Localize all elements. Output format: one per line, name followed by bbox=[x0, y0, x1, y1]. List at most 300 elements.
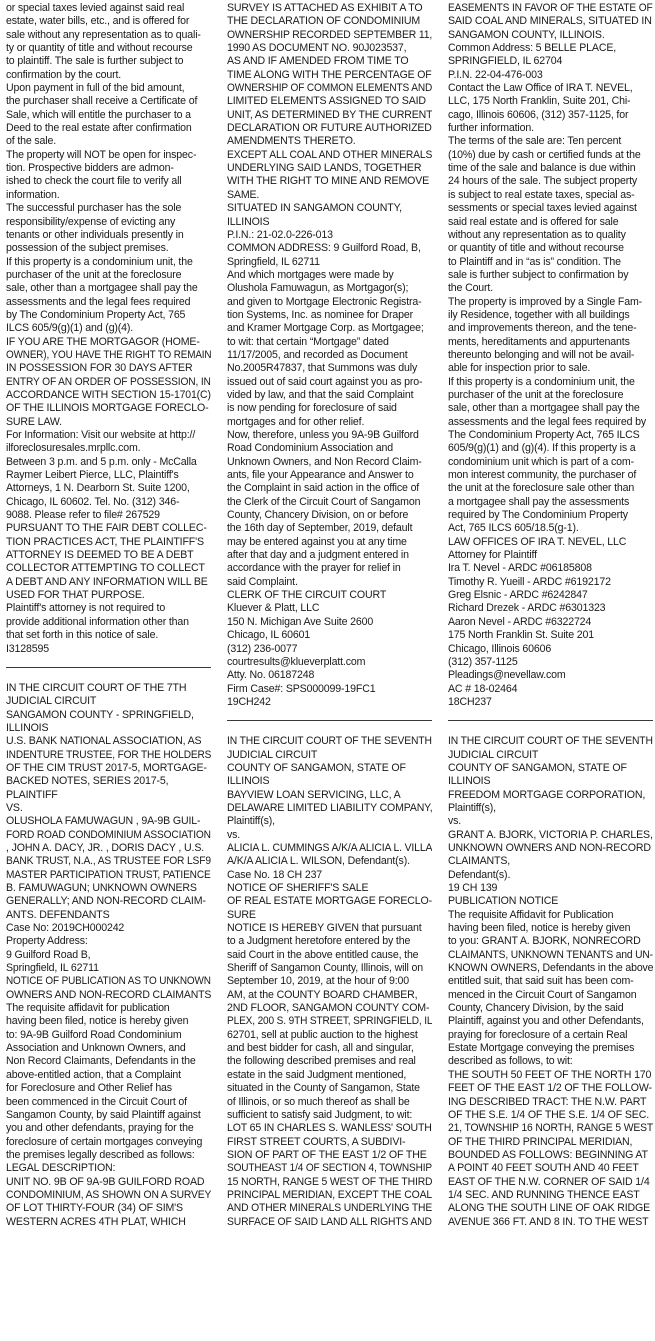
notice-text-line bbox=[6, 643, 211, 656]
notice-text-line bbox=[6, 775, 211, 788]
notice-text: NOTICE OF SHERIFF'S SALE bbox=[227, 882, 369, 894]
notice-text-line bbox=[227, 282, 432, 295]
notice-text: and Kramer Mortgage Corp. as Mortgagee; bbox=[227, 322, 424, 335]
notice-text-line bbox=[227, 242, 432, 255]
notice-text: Timothy R. Yueill - ARDC #6192172 bbox=[448, 575, 611, 588]
notice-text: the unit at the foreclosure sale other than bbox=[448, 482, 635, 495]
notice-text-line bbox=[448, 429, 653, 442]
notice-text: 2ND FLOOR, SANGAMON COUNTY COM- bbox=[227, 1002, 430, 1015]
notice-text-line bbox=[6, 536, 211, 549]
notice-text: issued out of said court against you as pro- bbox=[227, 375, 423, 388]
notice-text: sale, other than a mortgagee shall pay the bbox=[6, 282, 198, 295]
notice-text: mortgages and for other relief. bbox=[227, 415, 365, 428]
notice-text-line bbox=[448, 349, 653, 362]
notice-text-line bbox=[448, 2, 653, 15]
notice-text: The terms of the sale are: Ten percent bbox=[448, 135, 622, 148]
notice-text: DELAWARE LIMITED LIABILITY COMPANY, bbox=[227, 801, 432, 814]
notice-text: mon interest community, the purchaser of bbox=[448, 469, 637, 482]
notice-text-line bbox=[227, 149, 432, 162]
notice-text: Sheriff of Sangamon County, Illinois, will on bbox=[227, 962, 424, 975]
notice-text: thereunto belonging and will not be avail- bbox=[448, 348, 635, 361]
notice-text: UNIT NO. 9B OF 9A-9B GUILFORD ROAD bbox=[6, 1175, 205, 1188]
notice-text-line bbox=[448, 496, 653, 509]
notice-text: Non Record Claimants, Defendants in the bbox=[6, 1055, 196, 1068]
notice-text-line bbox=[227, 2, 432, 15]
notice-text: of the sale. bbox=[6, 135, 57, 148]
notice-text-line bbox=[227, 1002, 432, 1015]
legal-notice-block bbox=[448, 2, 653, 709]
notice-text: Upon payment in full of the bid amount, bbox=[6, 82, 185, 95]
notice-text-line bbox=[6, 42, 211, 55]
notice-text: (312) 236-0077 bbox=[227, 642, 298, 655]
notice-text-line bbox=[227, 696, 432, 709]
notice-text-line bbox=[448, 442, 653, 455]
notice-text-line bbox=[6, 1216, 211, 1229]
notice-text-line bbox=[448, 309, 653, 322]
notice-text: IN THE CIRCUIT COURT OF THE SEVENTH bbox=[227, 735, 432, 748]
notice-text: NOTICE IS HEREBY GIVEN that pursuant bbox=[227, 922, 422, 935]
notice-text: PRINCIPAL MERIDIAN, EXCEPT THE COAL bbox=[227, 1188, 432, 1201]
notice-text-line bbox=[227, 509, 432, 522]
notice-text: described as follows, to wit: bbox=[448, 1055, 573, 1068]
notice-text: said Court in the above entitled cause, the bbox=[227, 948, 419, 961]
notice-text: SURE bbox=[227, 908, 256, 921]
notice-text: B. FAMUWAGUN; UNKNOWN OWNERS bbox=[6, 882, 197, 894]
notice-text-line bbox=[227, 202, 432, 215]
notice-text-line bbox=[6, 829, 211, 842]
notice-text-line bbox=[227, 15, 432, 28]
notice-text: praying for foreclosure of a certain Real bbox=[448, 1028, 628, 1041]
notice-text-line bbox=[6, 242, 211, 255]
notice-text: 1/4 SEC. AND RUNNING THENCE EAST bbox=[448, 1188, 640, 1201]
notice-text: without any representation as to quality bbox=[448, 228, 626, 241]
notice-text-line bbox=[6, 456, 211, 469]
notice-text: ILLINOIS bbox=[448, 775, 491, 788]
notice-text-line bbox=[448, 616, 653, 629]
notice-text-line bbox=[448, 882, 653, 895]
notice-text-line bbox=[6, 1096, 211, 1109]
notice-text-line bbox=[6, 269, 211, 282]
notice-text-line bbox=[227, 802, 432, 815]
notice-text: No.2005R47837, that Summons was duly bbox=[227, 362, 418, 375]
notice-text-line bbox=[448, 269, 653, 282]
notice-text: vs. bbox=[448, 815, 462, 828]
notice-text: FEET OF THE EAST 1/2 OF THE FOLLOW- bbox=[448, 1082, 652, 1095]
notice-text-line bbox=[227, 1202, 432, 1215]
notice-text-line bbox=[6, 682, 211, 695]
notice-text: OWNERSHIP RECORDED SEPTEMBER 11, bbox=[227, 28, 432, 41]
notice-text-line bbox=[448, 109, 653, 122]
notice-text: above-entitled action, that a Complaint bbox=[6, 1068, 181, 1081]
notice-text-line bbox=[6, 975, 211, 988]
notice-text-line bbox=[227, 309, 432, 322]
legal-notice-block bbox=[227, 735, 432, 1229]
notice-text-line bbox=[448, 175, 653, 188]
notice-text-line bbox=[448, 789, 653, 802]
notice-text-line bbox=[227, 855, 432, 868]
notice-text-line bbox=[6, 802, 211, 815]
notice-text-line bbox=[448, 762, 653, 775]
notice-text-line bbox=[6, 216, 211, 229]
notice-text: OWNERS AND NON-RECORD CLAIMANTS bbox=[6, 988, 211, 1001]
notice-text-line bbox=[6, 1069, 211, 1082]
notice-text: 1990 AS DOCUMENT NO. 90J023537, bbox=[227, 42, 407, 55]
notice-text: The property will NOT be open for inspec- bbox=[6, 148, 197, 161]
notice-text: FIRST STREET COURTS, A SUBDIVI- bbox=[227, 1135, 406, 1148]
notice-text-line bbox=[227, 29, 432, 42]
notice-text: sale, other than a mortgagee shall pay the bbox=[448, 402, 640, 415]
notice-text: Springfield, IL 62711 bbox=[6, 962, 99, 975]
notice-text-line bbox=[6, 376, 211, 389]
notice-text-line bbox=[227, 216, 432, 229]
notice-text-line bbox=[448, 683, 653, 696]
notice-text-line bbox=[227, 975, 432, 988]
notice-text: INDENTURE TRUSTEE, FOR THE HOLDERS bbox=[6, 748, 211, 761]
notice-text-line bbox=[6, 1082, 211, 1095]
notice-text-line bbox=[448, 376, 653, 389]
notice-text-line bbox=[227, 576, 432, 589]
notice-text: MASTER PARTICIPATION TRUST, PATIENCE bbox=[6, 868, 211, 881]
notice-text: County, Chancery Division, by the said bbox=[448, 1002, 624, 1015]
notice-text-line bbox=[448, 402, 653, 415]
notice-text-line bbox=[448, 135, 653, 148]
notice-text: Springfield, IL 62711 bbox=[227, 255, 320, 268]
notice-text-line bbox=[6, 429, 211, 442]
notice-text-line bbox=[448, 829, 653, 842]
notice-text-line bbox=[6, 509, 211, 522]
notice-text: P.I.N.: 21-02.0-226-013 bbox=[227, 228, 333, 241]
notice-text: provide additional information other than bbox=[6, 615, 189, 628]
notice-text-line bbox=[448, 869, 653, 882]
notice-text: you and other defendants, praying for the bbox=[6, 1122, 194, 1135]
notice-text-line bbox=[448, 749, 653, 762]
notice-text: courtresults@klueverplatt.com bbox=[227, 655, 366, 668]
notice-text: ING DESCRIBED TRACT: THE N.W. PART bbox=[448, 1095, 647, 1108]
notice-text: and improvements thereon, and the tene- bbox=[448, 322, 637, 335]
notice-text-line bbox=[227, 82, 432, 95]
notice-text-line bbox=[448, 389, 653, 402]
notice-text-line bbox=[448, 775, 653, 788]
notice-text-line bbox=[6, 602, 211, 615]
notice-text: OF REAL ESTATE MORTGAGE FORECLO- bbox=[227, 895, 432, 908]
notice-text: IN THE CIRCUIT COURT OF THE 7TH bbox=[6, 681, 187, 694]
notice-text: COMMON ADDRESS: 9 Guilford Road, B, bbox=[227, 242, 421, 255]
notice-text: AMENDMENTS THERETO. bbox=[227, 135, 356, 148]
notice-text: ilforeclosuresales.mrpllc.com. bbox=[6, 442, 141, 455]
notice-text: ENTRY OF AN ORDER OF POSSESSION, IN bbox=[6, 375, 211, 388]
notice-text: having been filed, notice is hereby given bbox=[448, 922, 631, 935]
notice-text: ants, file your Appearance and Answer to bbox=[227, 469, 414, 482]
notice-text: Association and Unknown Owners, and bbox=[6, 1042, 186, 1055]
notice-text: to wit: that certain “Mortgage” dated bbox=[227, 335, 389, 348]
notice-text-line bbox=[227, 496, 432, 509]
notice-text-line bbox=[227, 1055, 432, 1068]
notice-text: EXCEPT ALL COAL AND OTHER MINERALS bbox=[227, 148, 432, 161]
notice-text-line bbox=[6, 895, 211, 908]
notice-text-line bbox=[448, 256, 653, 269]
notice-text: A/K/A ALICIA L. WILSON, Defendant(s). bbox=[227, 855, 410, 868]
notice-text-line bbox=[448, 15, 653, 28]
notice-text: menced in the Circuit Court of Sangamon bbox=[448, 988, 637, 1001]
notice-text-line bbox=[6, 1122, 211, 1135]
notice-text-line bbox=[6, 29, 211, 42]
notice-text: If this property is a condominium unit, the bbox=[448, 375, 635, 388]
notice-text: Atty. No. 06187248 bbox=[227, 669, 315, 682]
notice-text-line bbox=[448, 549, 653, 562]
notice-text-line bbox=[448, 576, 653, 589]
notice-text-line bbox=[227, 1149, 432, 1162]
notice-text: SOUTHEAST 1/4 OF SECTION 4, TOWNSHIP bbox=[227, 1162, 432, 1175]
notice-text: NOTICE OF PUBLICATION AS TO UNKNOWN bbox=[6, 975, 211, 988]
notice-text-line bbox=[6, 336, 211, 349]
notice-text-line bbox=[227, 42, 432, 55]
notice-text-line bbox=[448, 1189, 653, 1202]
notice-text-line bbox=[227, 1029, 432, 1042]
notice-text: JUDICIAL CIRCUIT bbox=[227, 748, 318, 761]
notice-text-line bbox=[6, 855, 211, 868]
notice-text: required by The Condominium Property bbox=[448, 509, 628, 522]
notice-text-line bbox=[6, 722, 211, 735]
notice-text: may be entered against you at any time bbox=[227, 535, 407, 548]
notice-text-line bbox=[448, 735, 653, 748]
notice-text: AM, at the COUNTY BOARD CHAMBER, bbox=[227, 988, 418, 1001]
notice-text-line bbox=[6, 922, 211, 935]
notice-text-line bbox=[6, 735, 211, 748]
notice-text: by The Condominium Property Act, 765 bbox=[6, 308, 186, 321]
notice-text-line bbox=[6, 135, 211, 148]
notice-text: SION OF PART OF THE EAST 1/2 OF THE bbox=[227, 1148, 427, 1161]
notice-text-line bbox=[448, 95, 653, 108]
notice-text-line bbox=[6, 909, 211, 922]
notice-text: been commenced in the Circuit Court of bbox=[6, 1095, 187, 1108]
notice-text-line bbox=[6, 1055, 211, 1068]
notice-text: USED FOR THAT PURPOSE. bbox=[6, 589, 145, 602]
notice-text: JUDICIAL CIRCUIT bbox=[448, 748, 539, 761]
notice-text-line bbox=[6, 2, 211, 15]
notice-text: CLAIMANTS, bbox=[448, 855, 511, 868]
notice-text: The property is improved by a Single Fam- bbox=[448, 295, 643, 308]
notice-text-line bbox=[6, 1202, 211, 1215]
notice-text-line bbox=[227, 562, 432, 575]
notice-text-line bbox=[227, 175, 432, 188]
notice-text: for Foreclosure and Other Relief has bbox=[6, 1082, 172, 1095]
notice-text-line bbox=[6, 416, 211, 429]
notice-text-line bbox=[448, 949, 653, 962]
notice-text-line bbox=[448, 815, 653, 828]
notice-text: Defendant(s). bbox=[448, 868, 511, 881]
legal-notice-block bbox=[6, 2, 211, 656]
notice-text-line bbox=[6, 95, 211, 108]
notice-text-line bbox=[6, 282, 211, 295]
notice-text: OWNERSHIP OF COMMON ELEMENTS AND bbox=[227, 82, 432, 95]
notice-text: to you: GRANT A. BJORK, NONRECORD bbox=[448, 935, 641, 948]
notice-text-line bbox=[448, 242, 653, 255]
notice-text: said real estate and is offered for sale bbox=[448, 215, 619, 228]
notice-text-line bbox=[227, 55, 432, 68]
notice-text: 11/17/2005, and recorded as Document bbox=[227, 348, 408, 361]
notice-text-line bbox=[448, 1136, 653, 1149]
notice-text: 19 CH 139 bbox=[448, 882, 498, 894]
notice-text: to a Judgment heretofore entered by the bbox=[227, 935, 411, 948]
notice-text-line bbox=[6, 202, 211, 215]
notice-text-line bbox=[227, 829, 432, 842]
notice-text: the premises legally described as follows: bbox=[6, 1148, 195, 1161]
notice-text: ments, hereditaments and appurtenants bbox=[448, 335, 630, 348]
notice-text: LLC, 175 North Franklin, Suite 201, Chi- bbox=[448, 95, 631, 108]
notice-text-line bbox=[6, 949, 211, 962]
notice-text: purchaser of the unit at the foreclosure bbox=[448, 388, 624, 401]
notice-text-line bbox=[6, 749, 211, 762]
notice-text-line bbox=[448, 802, 653, 815]
notice-text: COLLECTOR ATTEMPTING TO COLLECT bbox=[6, 562, 205, 575]
notice-text-line bbox=[448, 962, 653, 975]
notice-text: Attorneys, 1 N. Dearborn St. Suite 1200, bbox=[6, 482, 190, 495]
notice-text-line bbox=[227, 775, 432, 788]
notice-text-line bbox=[448, 975, 653, 988]
notice-text: Firm Case#: SPS000099-19FC1 bbox=[227, 682, 376, 695]
column-1 bbox=[6, 2, 211, 1340]
notice-text-line bbox=[227, 949, 432, 962]
notice-text-line bbox=[227, 69, 432, 82]
notice-text: 19CH242 bbox=[227, 695, 271, 708]
notice-text: OF THE ILLINOIS MORTGAGE FORECLO- bbox=[6, 402, 209, 415]
notice-text-line bbox=[6, 469, 211, 482]
notice-text-line bbox=[448, 602, 653, 615]
notice-text: September 10, 2019, at the hour of 9:00 bbox=[227, 975, 410, 988]
notice-text: Sale, which will entitle the purchaser to a bbox=[6, 108, 191, 121]
notice-text: able for inspection prior to sale. bbox=[448, 362, 591, 375]
notice-text: sale is further subject to confirmation by bbox=[448, 268, 629, 281]
notice-text: ily Residence, together with all buildings bbox=[448, 308, 630, 321]
notice-text: and given to Mortgage Electronic Registra- bbox=[227, 295, 422, 308]
notice-text: JUDICIAL CIRCUIT bbox=[6, 695, 97, 708]
notice-text: sale without any representation as to quali- bbox=[6, 28, 201, 41]
notice-text-line bbox=[448, 229, 653, 242]
notice-text-line bbox=[448, 1202, 653, 1215]
notice-text: UNDERLYING SAID LANDS, TOGETHER bbox=[227, 162, 422, 175]
notice-text: CLERK OF THE CIRCUIT COURT bbox=[227, 589, 387, 602]
notice-text: SAID COAL AND MINERALS, SITUATED IN bbox=[448, 15, 652, 28]
notice-text-line bbox=[227, 815, 432, 828]
legal-notice-block bbox=[227, 2, 432, 709]
notice-text: accordance with the prayer for relief in bbox=[227, 562, 401, 575]
notice-text-line bbox=[6, 55, 211, 68]
notice-text-line bbox=[227, 95, 432, 108]
notice-text: AC # 18-02464 bbox=[448, 682, 518, 695]
notice-text-line bbox=[6, 1029, 211, 1042]
notice-text: OWNER), YOU HAVE THE RIGHT TO REMAIN bbox=[6, 348, 211, 361]
notice-text-line bbox=[6, 562, 211, 575]
notice-text-line bbox=[6, 149, 211, 162]
notice-text-line bbox=[227, 376, 432, 389]
notice-text-line bbox=[6, 309, 211, 322]
notice-text: SANGAMON COUNTY, ILLINOIS. bbox=[448, 28, 605, 41]
notice-text: LEGAL DESCRIPTION: bbox=[6, 1162, 116, 1175]
notice-text-line bbox=[6, 296, 211, 309]
notice-text-line bbox=[448, 1015, 653, 1028]
notice-text-line bbox=[448, 842, 653, 855]
notice-text-line bbox=[6, 762, 211, 775]
notice-text: PLEX, 200 S. 9TH STREET, SPRINGFIELD, IL bbox=[227, 1015, 432, 1028]
notice-text-line bbox=[448, 202, 653, 215]
notice-text-line bbox=[227, 909, 432, 922]
notice-text: and best bidder for cash, all and singular, bbox=[227, 1042, 414, 1055]
notice-text-line bbox=[448, 296, 653, 309]
notice-text-line bbox=[448, 1002, 653, 1015]
notice-text: SITUATED IN SANGAMON COUNTY, bbox=[227, 202, 402, 215]
notice-text: SURVEY IS ATTACHED AS EXHIBIT A TO bbox=[227, 2, 423, 14]
notice-text: Estate Mortgage conveying the premises bbox=[448, 1042, 635, 1055]
notice-text: OF THE THIRD PRINCIPAL MERIDIAN, bbox=[448, 1135, 633, 1148]
notice-text-line bbox=[448, 456, 653, 469]
notice-text: tion. Prospective bidders are admon- bbox=[6, 162, 174, 175]
notice-text: COUNTY OF SANGAMON, STATE OF bbox=[448, 761, 627, 774]
notice-text: ILCS 605/9(g)(1) and (g)(4). bbox=[6, 322, 134, 335]
notice-text-line bbox=[448, 162, 653, 175]
notice-text-line bbox=[448, 216, 653, 229]
notice-text: a mortgagee shall pay the assessments bbox=[448, 495, 630, 508]
notice-text-line bbox=[6, 815, 211, 828]
notice-text-line bbox=[227, 989, 432, 1002]
notice-text: after that day and a judgment entered in bbox=[227, 549, 409, 562]
notice-text-line bbox=[448, 895, 653, 908]
notice-text: the Clerk of the Circuit Court of Sangamon bbox=[227, 495, 421, 508]
notice-text-line bbox=[448, 69, 653, 82]
notice-text-line bbox=[448, 909, 653, 922]
notice-text-line bbox=[227, 1136, 432, 1149]
notice-text-line bbox=[227, 362, 432, 375]
notice-text-line bbox=[6, 709, 211, 722]
notice-text: ACCORDANCE WITH SECTION 15-1701(C) bbox=[6, 388, 211, 401]
notice-text: Plaintiff, against you and other Defendants, bbox=[448, 1015, 644, 1028]
notice-text-line bbox=[448, 696, 653, 709]
notice-text-line bbox=[6, 989, 211, 1002]
notice-text: to plaintiff. The sale is further subject to bbox=[6, 55, 184, 68]
notice-text: COUNTY OF SANGAMON, STATE OF bbox=[227, 761, 406, 774]
notice-text-line bbox=[227, 895, 432, 908]
notice-text-line bbox=[6, 442, 211, 455]
notice-text-line bbox=[227, 869, 432, 882]
notice-text: having been filed, notice is hereby given bbox=[6, 1015, 189, 1028]
notice-divider-rule bbox=[6, 667, 211, 668]
notice-text: 18CH237 bbox=[448, 695, 492, 708]
notice-text: BACKED NOTES, SERIES 2017-5, bbox=[6, 775, 169, 788]
notice-text: 21, TOWNSHIP 16 NORTH, RANGE 5 WEST bbox=[448, 1122, 653, 1135]
notice-text: U.S. BANK NATIONAL ASSOCIATION, AS bbox=[6, 735, 202, 748]
notice-text: GRANT A. BJORK, VICTORIA P. CHARLES, bbox=[448, 828, 653, 841]
notice-text-line bbox=[448, 509, 653, 522]
notice-text: , JOHN A. DACY, JR. , DORIS DACY , U.S. bbox=[6, 841, 205, 854]
notice-text: County, Chancery Division, on or before bbox=[227, 509, 409, 522]
notice-text-line bbox=[448, 1122, 653, 1135]
notice-text: ty or quantity of title and without recourse bbox=[6, 42, 193, 55]
notice-text-line bbox=[6, 1149, 211, 1162]
notice-text-line bbox=[227, 882, 432, 895]
notice-text-line bbox=[227, 122, 432, 135]
notice-text: The requisite affidavit for publication bbox=[6, 1002, 170, 1015]
notice-text: 9 Guilford Road B, bbox=[6, 948, 91, 961]
notice-text-line bbox=[448, 935, 653, 948]
notice-text: Greg Elsnic - ARDC #6242847 bbox=[448, 589, 588, 602]
notice-text: (10%) due by cash or certified funds at the bbox=[448, 148, 641, 161]
notice-text: SURE LAW. bbox=[6, 415, 62, 428]
notice-text-line bbox=[448, 855, 653, 868]
notice-text-line bbox=[227, 482, 432, 495]
notice-text-line bbox=[448, 189, 653, 202]
notice-text-line bbox=[227, 643, 432, 656]
notice-text: The successful purchaser has the sole bbox=[6, 202, 182, 215]
notice-text: 24 hours of the sale. The subject property bbox=[448, 175, 638, 188]
